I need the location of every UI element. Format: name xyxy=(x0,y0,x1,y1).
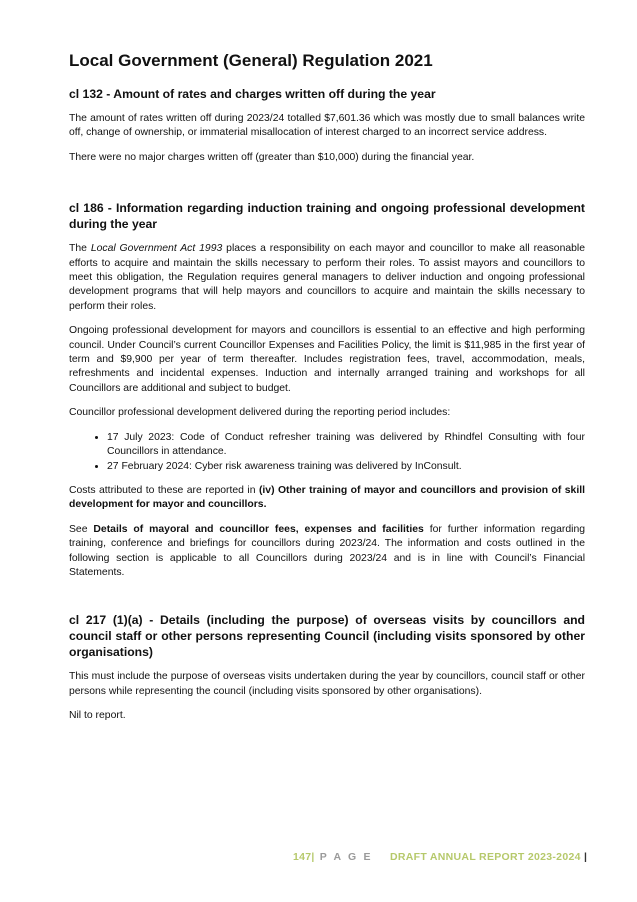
section-217-heading: cl 217 (1)(a) - Details (including the purpose) of overseas visits by councillors and council staff or other persons representing Council (including visits sponsored by other organisations) xyxy=(69,613,585,660)
section-186-heading: cl 186 - Information regarding induction training and ongoing professional development during the year xyxy=(69,201,585,232)
section-spacer xyxy=(69,590,585,612)
page-title: Local Government (General) Regulation 2021 xyxy=(69,51,433,70)
section-132-heading: cl 132 - Amount of rates and charges written off during the year xyxy=(69,87,436,101)
list-item: • 17 July 2023: Code of Conduct refresher training was delivered by Rhindfel Consulting with four Councillors in attendance. xyxy=(107,431,585,460)
reference-bold: Details of mayoral and councillor fees, expenses and facilities xyxy=(93,523,424,535)
section-132-paragraph-1: The amount of rates written off during 2023/24 totalled $7,601.36 which was mostly due to small balances write off, change of ownership, or immaterial misallocation of interest charged to an incorrect service address. xyxy=(69,113,585,139)
footer-report xyxy=(390,851,587,863)
training-list xyxy=(69,431,585,474)
footer-separator: | xyxy=(311,851,315,863)
page-content xyxy=(69,50,585,734)
section-186-paragraph-2: Ongoing professional development for mayors and councillors is essential to an effective and high performing council. Under Council’s current Councillor Expenses and Facilities Policy, the limit is $11,985 in the first year of term and $9,900 per year of term thereafter. Includes registration fees, travel, accommodation, meals, refreshments and incidental expenses. Induction and internally arranged training and workshops for all Councillors are additional and subject to budget. xyxy=(69,325,585,394)
footer-page xyxy=(293,851,373,863)
act-name: Local Government Act 1993 xyxy=(90,243,223,255)
section-132-paragraph-2: There were no major charges written off (greater than $10,000) during the financial year. xyxy=(69,151,475,163)
text-run: places a responsibility on each mayor and councillor to make all reasonable efforts to acquire and maintain the skills necessary to perform their roles. To assist mayors and councillors to meet this obligation, the Regulation requires general managers to deliver induction and ongoing professional development programs that will help mayors and councillors to acquire and maintain the skills necessary to perform their roles. xyxy=(69,243,585,312)
page-number: 147 xyxy=(293,851,312,863)
section-186-paragraph-1 xyxy=(69,242,585,314)
text-run: Costs attributed to these are reported in xyxy=(69,484,259,496)
section-spacer xyxy=(69,175,585,200)
section-186-paragraph-5 xyxy=(69,523,585,581)
section-217-paragraph-2: Nil to report. xyxy=(69,710,126,722)
section-186-paragraph-3: Councillor professional development delivered during the reporting period includes: xyxy=(69,407,451,419)
section-186-paragraph-4 xyxy=(69,484,585,513)
section-217-paragraph-1: This must include the purpose of overseas visits undertaken during the year by councillors, council staff or other persons while representing the council (including visits sponsored by other organisations). xyxy=(69,671,585,697)
page-label: P A G E xyxy=(314,851,373,863)
text-run: for further information regarding training, conference and briefings for councillors during 2023/24. The information and costs outlined in the following section is applicable to all Councillors during 2023/24 and is in line with Council’s Financial Statements. xyxy=(69,523,586,578)
text-run: The xyxy=(69,243,91,255)
report-title: DRAFT ANNUAL REPORT 2023-2024 xyxy=(390,851,581,863)
footer-end-bar: | xyxy=(580,851,588,863)
reference-bold: (iv) Other training of mayor and councillors and provision of skill development for mayor and councillors. xyxy=(69,484,586,511)
text-run: See xyxy=(69,523,94,535)
list-item: • 27 February 2024: Cyber risk awareness training was delivered by InConsult. xyxy=(107,460,585,474)
